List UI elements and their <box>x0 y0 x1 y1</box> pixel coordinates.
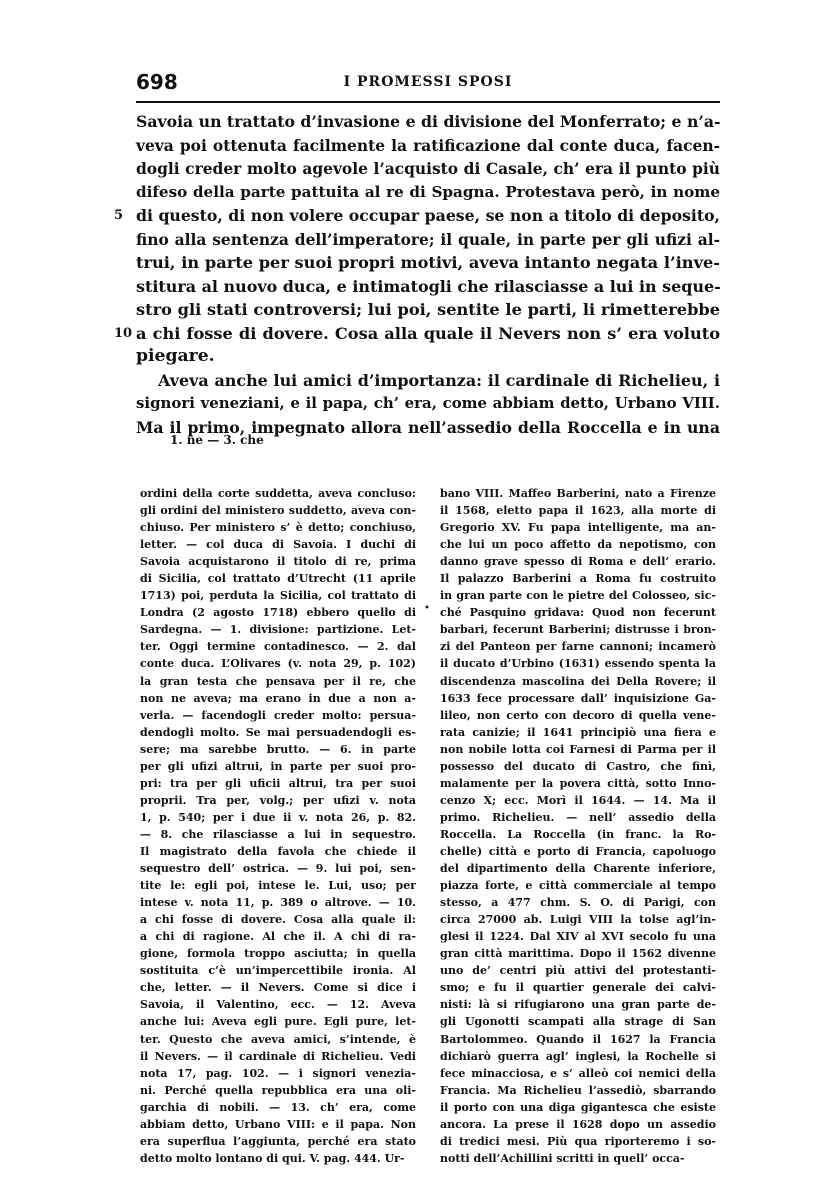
note-line: glesi il 1224. Dal XIV al XVI secolo fu una <box>440 930 716 944</box>
note-line: garchia di nobili. — 13. ch’ era, come <box>140 1100 416 1114</box>
note-line: dichiarò guerra agl’ inglesi, la Rochelle si <box>440 1049 716 1063</box>
note-line: per gli ufizi altrui, in parte per suoi pro- <box>140 759 416 773</box>
note-line: ancora. La prese il 1628 dopo un assedio <box>440 1117 716 1131</box>
note-line: rata canizie; il 1641 principiò una fiera e <box>440 725 716 739</box>
header-rule <box>136 101 720 103</box>
note-line: nisti: là si rifugiarono una gran parte de- <box>440 998 716 1012</box>
note-line: sostituita c’è un’impercettibile ironia. Al <box>140 964 416 978</box>
text-line: veva poi ottenuta facilmente la ratificazione dal conte duca, facen- <box>136 135 720 155</box>
note-line: ché Pasquino gridava: Quod non fecerunt <box>440 606 716 620</box>
note-line: di Sicilia, col trattato d’Utrecht (11 aprile <box>140 572 416 586</box>
note-line: conte duca. L’Olivares (v. nota 29, p. 102) <box>140 657 416 671</box>
note-line: anche lui: Aveva egli pure. Egli pure, let- <box>140 1015 416 1029</box>
footnotes-right-column <box>440 485 716 1167</box>
note-line: era superflua l’aggiunta, perché era stato <box>140 1134 416 1148</box>
note-line: di tredici mesi. Più qua riporteremo i so- <box>440 1134 716 1148</box>
note-line: abbiam detto, Urbano VIII: e il papa. Non <box>140 1117 416 1131</box>
note-line: Francia. Ma Richelieu l’assediò, sbarrando <box>440 1083 716 1097</box>
variant-readings: 1. ne — 3. che <box>170 433 264 447</box>
note-line: zi del Panteon per farne cannoni; incamerò <box>440 640 716 654</box>
line-number: 10 <box>114 325 133 341</box>
line-number: 5 <box>114 208 124 223</box>
margin-mark: • <box>424 603 430 614</box>
note-line: tite le: egli poi, intese le. Lui, uso; per <box>140 879 416 893</box>
running-title: I PROMESSI SPOSI <box>343 74 513 90</box>
note-line: ter. Oggi termine contadinesco. — 2. dal <box>140 640 416 654</box>
note-line: dendogli molto. Se mai persuadendogli es- <box>140 725 416 739</box>
note-line: gli Ugonotti scampati alla strage di San <box>440 1015 716 1029</box>
note-line: notti dell’Achillini scritti in quell’ occa- <box>440 1151 685 1165</box>
note-line: gione, formola troppo asciutta; in quella <box>140 947 416 961</box>
note-line: intese v. nota 11, p. 389 o altrove. — 10. <box>140 896 416 910</box>
note-line: 1, p. 540; per i due ii v. nota 26, p. 82. <box>140 810 416 824</box>
text-line: dogli creder molto agevole l’acquisto di Casale, ch’ era il punto più <box>136 159 720 178</box>
note-line: uno de’ centri più attivi del protestanti- <box>440 964 716 978</box>
note-line: 1633 fece processare dall’ inquisizione Ga- <box>440 691 716 705</box>
note-line: in gran parte con le pietre del Colosseo, sic- <box>440 589 716 603</box>
text-line: 5 di questo, di non volere occupar paese, se non a titolo di deposito, <box>136 204 720 228</box>
note-line: piazza forte, e città commerciale al tempo <box>440 879 716 893</box>
text-line: stro gli stati controversi; lui poi, sentite le parti, li rimetterebbe <box>136 300 720 319</box>
note-line: ter. Questo che aveva amici, s’intende, è <box>140 1032 416 1046</box>
note-line: possesso del ducato di Castro, che finì, <box>440 759 716 773</box>
note-line: il ducato d’Urbino (1631) essendo spenta la <box>440 657 716 671</box>
note-line: che lui un poco affetto da nepotismo, con <box>440 538 716 552</box>
note-line: Bartolommeo. Quando il 1627 la Francia <box>440 1032 716 1046</box>
note-line: cenzo X; ecc. Morì il 1644. — 14. Ma il <box>440 793 716 807</box>
note-line: barbari, fecerunt Barberini; distrusse i bron- <box>440 623 716 637</box>
note-line: il porto con una diga gigantesca che esiste <box>440 1100 716 1114</box>
text-line: Ma il primo, impegnato allora nell’assedio della Roccella e in una <box>136 417 720 437</box>
text-line: trui, in parte per suoi propri motivi, aveva intanto negata l’inve- <box>136 253 720 272</box>
note-line: nota 17, pag. 102. — i signori venezia- <box>140 1066 416 1080</box>
note-line: Il magistrato della favola che chiede il <box>140 844 416 858</box>
note-line: gran città marittima. Dopo il 1562 divenne <box>440 947 716 961</box>
note-line: malamente per la povera città, sotto Inno- <box>440 776 716 790</box>
note-line: — 8. che rilasciasse a lui in sequestro. <box>140 827 416 841</box>
text-line: stitura al nuovo duca, e intimatogli che rilasciasse a lui in seque- <box>136 276 721 296</box>
note-line: danno grave spesso di Roma e dell’ erario. <box>440 555 716 569</box>
note-line: ordini della corte suddetta, aveva concluso: <box>140 487 416 500</box>
note-line: Savoia, il Valentino, ecc. — 12. Aveva <box>140 998 416 1012</box>
note-line: lileo, non certo con decoro di quella vene- <box>440 708 716 722</box>
note-line: non ne aveva; ma erano in due a non a- <box>140 691 416 705</box>
note-line: Londra (2 agosto 1718) ebbero quello di <box>140 606 416 620</box>
note-line: del dipartimento della Charente inferiore, <box>440 862 716 876</box>
note-line: a chi fosse di dovere. Cosa alla quale il: <box>140 913 416 927</box>
note-line: letter. — col duca di Savoia. I duchi di <box>140 538 416 552</box>
note-line: ni. Perché quella repubblica era una oli- <box>140 1083 416 1097</box>
note-line: non nobile lotta coi Farnesi di Parma per il <box>440 742 716 756</box>
note-line: pri: tra per gli uficii altrui, tra per suoi <box>140 776 416 790</box>
text-line: Savoia un trattato d’invasione e di divisione del Monferrato; e n’a- <box>136 112 721 131</box>
note-line: sere; ma sarebbe brutto. — 6. in parte <box>140 742 416 756</box>
note-line: a chi di ragione. Al che il. A chi di ra- <box>140 930 416 944</box>
note-line: il 1568, eletto papa il 1623, alla morte di <box>440 504 716 518</box>
note-line: discendenza mascolina dei Della Rovere; il <box>440 674 716 688</box>
note-line: che, letter. — il Nevers. Come si dice i <box>140 981 416 995</box>
note-line: smo; e fu il quartier generale dei calvi- <box>440 981 716 995</box>
text-line: Aveva anche lui amici d’importanza: il cardinale di Richelieu, i <box>158 370 720 390</box>
note-line: 1713) poi, perduta la Sicilia, col trattato di <box>140 589 416 603</box>
note-line: Gregorio XV. Fu papa intelligente, ma an- <box>440 521 716 535</box>
note-line: gli ordini del ministero suddetto, aveva con- <box>140 504 416 518</box>
note-line: Roccella. La Roccella (in franc. la Ro- <box>440 827 716 841</box>
note-line: stesso, a 477 chm. S. O. di Parigi, con <box>440 896 716 910</box>
note-line: circa 27000 ab. Luigi VIII la tolse agl’in- <box>440 913 716 927</box>
text-line: 10 a chi fosse di dovere. Cosa alla quale il Nevers non s’ era voluto <box>136 322 720 346</box>
note-line: Savoia acquistarono il titolo di re, prima <box>140 555 416 569</box>
note-line: bano VIII. Maffeo Barberini, nato a Firenze <box>440 487 716 500</box>
footnotes-left-column <box>140 485 416 1167</box>
note-line: proprii. Tra per, volg.; per ufizi v. nota <box>140 793 416 807</box>
note-line: primo. Richelieu. — nell’ assedio della <box>440 810 716 824</box>
note-line: verla. — facendogli creder molto: persua- <box>140 708 416 722</box>
page-number: 698 <box>136 70 178 94</box>
note-line: detto molto lontano di qui. V. pag. 444. Ur- <box>140 1151 405 1165</box>
note-line: chelle) città e porto di Francia, capoluogo <box>440 844 716 858</box>
page-header <box>136 70 720 102</box>
note-line: sequestro dell’ ostrica. — 9. lui poi, sen- <box>140 862 416 876</box>
note-line: Sardegna. — 1. divisione: partizione. Let- <box>140 623 416 637</box>
note-line: la gran testa che pensava per il re, che <box>140 674 416 688</box>
text-line: difeso della parte pattuita al re di Spagna. Protestava però, in nome <box>136 182 720 201</box>
note-line: il Nevers. — il cardinale di Richelieu. Vedi <box>140 1049 416 1063</box>
text-line: fino alla sentenza dell’imperatore; il quale, in parte per gli ufizi al- <box>136 229 720 249</box>
text-line: piegare. <box>136 346 215 366</box>
main-text <box>114 110 721 439</box>
note-line: Il palazzo Barberini a Roma fu costruito <box>440 572 716 586</box>
note-line: chiuso. Per ministero s’ è detto; conchiuso, <box>140 521 416 535</box>
text-line: signori veneziani, e il papa, ch’ era, come abbiam detto, Urbano VIII. <box>136 394 720 412</box>
note-line: fece minacciosa, e s’ alleò coi nemici della <box>440 1066 716 1080</box>
